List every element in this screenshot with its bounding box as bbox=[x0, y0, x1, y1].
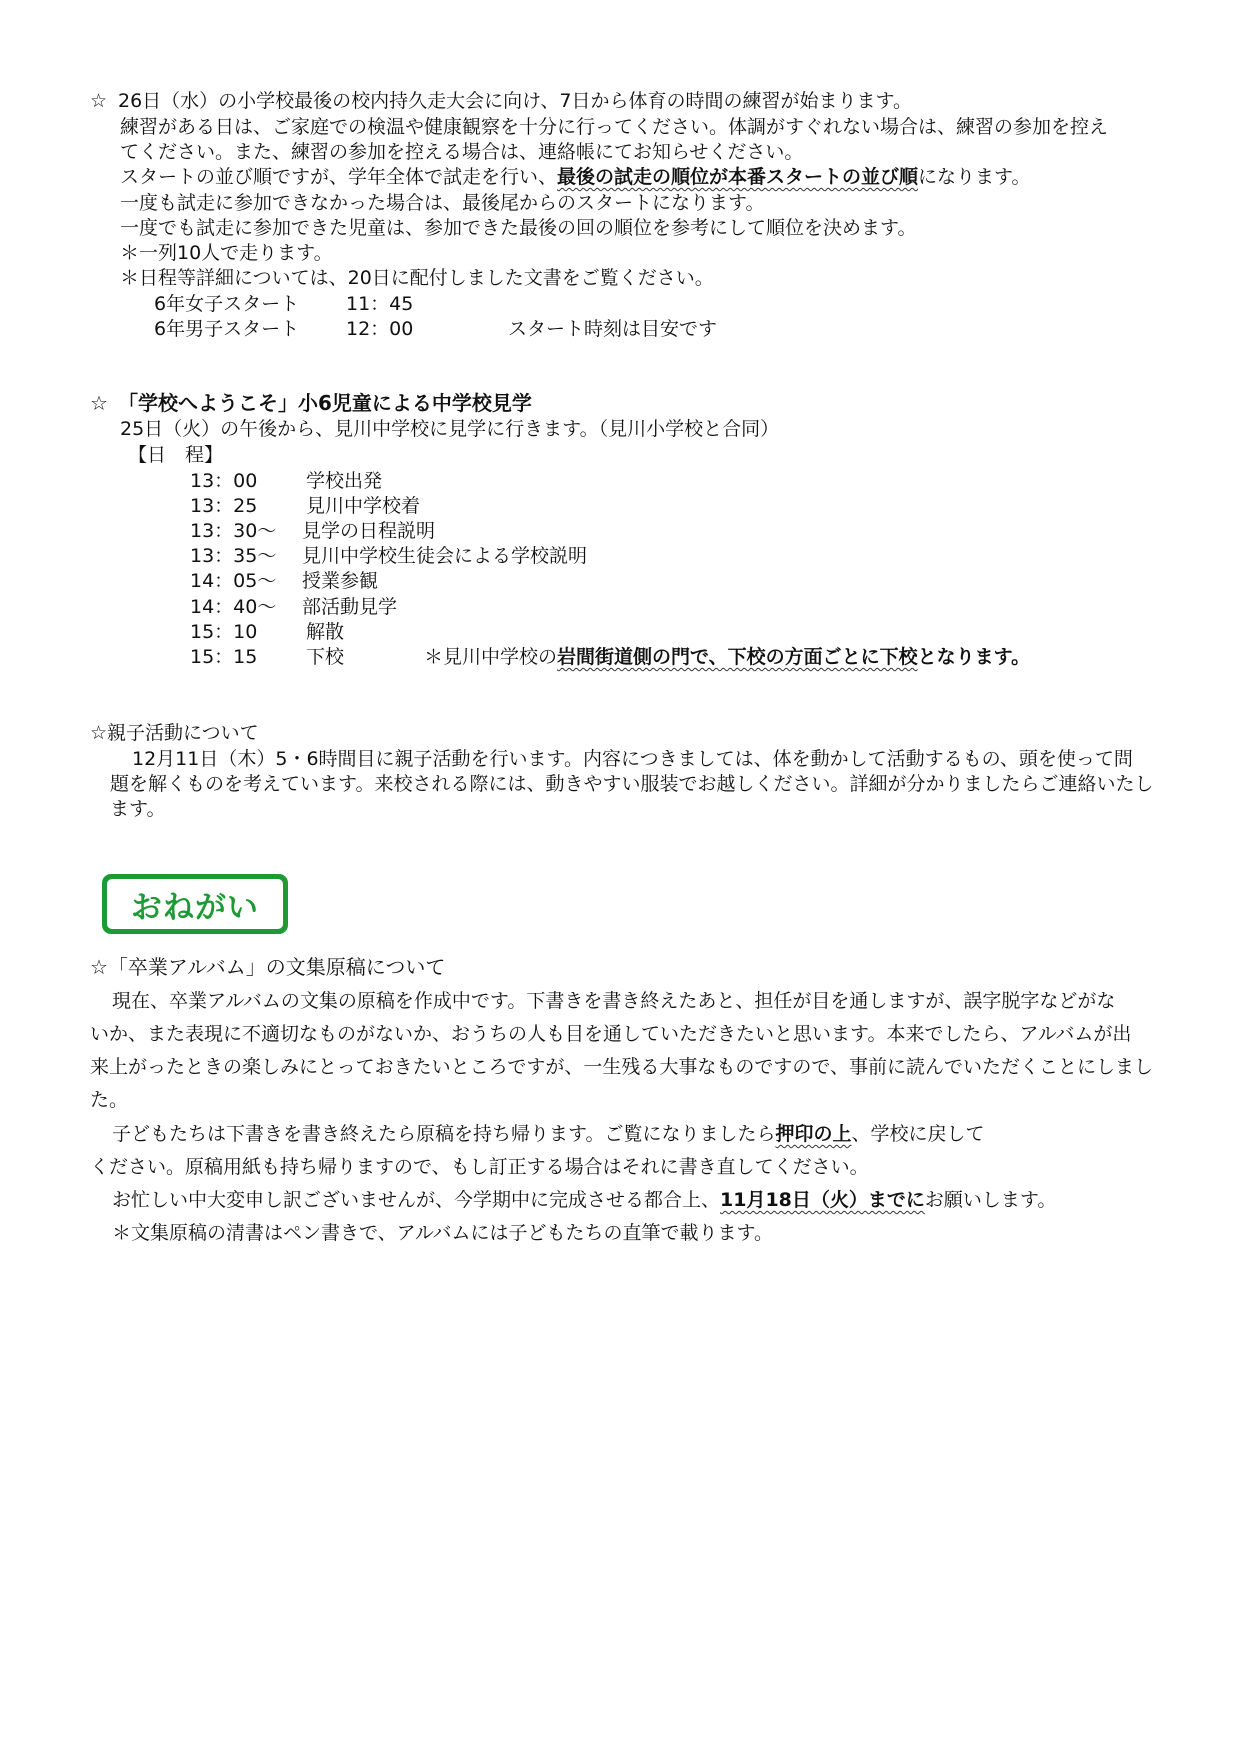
schedule-time: 14：05～ bbox=[190, 570, 277, 592]
marathon-line-1: ☆ 26日（水）の小学校最後の校内持久走大会に向け、7日から体育の時間の練習が始まります。 bbox=[90, 90, 912, 112]
album-p4-line: ＊文集原稿の清書はペン書きで、アルバムには子どもたちの直筆で載ります。 bbox=[112, 1222, 774, 1244]
schedule-event: 見川中学校着 bbox=[306, 495, 421, 517]
star-icon: ☆ bbox=[90, 391, 108, 415]
album-p1-line-4: た。 bbox=[90, 1089, 129, 1111]
schedule-time: 14：40～ bbox=[190, 596, 277, 618]
album-title: ☆「卒業アルバム」の文集原稿について bbox=[90, 955, 446, 979]
parent-activity-line-3: ます。 bbox=[110, 798, 166, 820]
request-badge-label: おねがい bbox=[131, 889, 259, 926]
emphasis-deadline: 11月18日（火）までに bbox=[720, 1189, 925, 1211]
start-time-note: スタート時刻は目安です bbox=[508, 318, 718, 340]
schedule-event: 解散 bbox=[306, 621, 345, 643]
schedule-time: 15：15 bbox=[190, 646, 258, 668]
schedule-event: 授業参観 bbox=[302, 570, 379, 592]
schedule-time: 15：10 bbox=[190, 621, 258, 643]
schedule-event: 学校出発 bbox=[306, 470, 383, 492]
schedule-event: 見川中学校生徒会による学校説明 bbox=[302, 545, 588, 567]
album-p2-line-2: ください。原稿用紙も持ち帰りますので、もし訂正する場合はそれに書き直してください。 bbox=[90, 1156, 869, 1178]
schedule-event: 下校 bbox=[306, 646, 345, 668]
parent-activity-title: ☆親子活動について bbox=[90, 722, 259, 744]
start-girls-time: 11：45 bbox=[346, 293, 414, 315]
album-p1-line-1: 現在、卒業アルバムの文集の原稿を作成中です。下書きを書き終えたあと、担任が目を通しますが、誤字脱字などがな bbox=[112, 990, 1116, 1012]
marathon-line-3: てください。また、練習の参加を控える場合は、連絡帳にてお知らせください。 bbox=[120, 141, 804, 163]
visit-intro: 25日（火）の午後から、見川中学校に見学に行きます。（見川小学校と合同） bbox=[120, 418, 780, 440]
marathon-line-8: ＊日程等詳細については、20日に配付しました文書をご覧ください。 bbox=[120, 267, 714, 289]
marathon-line-5: 一度も試走に参加できなかった場合は、最後尾からのスタートになります。 bbox=[120, 192, 765, 214]
marathon-line-7: ＊一列10人で走ります。 bbox=[120, 242, 333, 264]
star-icon: ☆ bbox=[90, 90, 108, 112]
schedule-event: 部活動見学 bbox=[302, 596, 398, 618]
marathon-line-2: 練習がある日は、ご家庭での検温や健康観察を十分に行ってください。体調がすぐれない場合は、練習の参加を控え bbox=[120, 116, 1109, 138]
marathon-line-4: スタートの並び順ですが、学年全体で試走を行い、最後の試走の順位が本番スタートの並び順になります。 bbox=[120, 166, 1031, 188]
schedule-event: 見学の日程説明 bbox=[302, 520, 436, 542]
schedule-header: 【日 程】 bbox=[128, 444, 224, 466]
album-p1-line-2: いか、また表現に不適切なものがないか、おうちの人も目を通していただきたいと思います。本来でしたら、アルバムが出 bbox=[90, 1023, 1132, 1045]
request-badge bbox=[102, 874, 288, 934]
emphasis-dismissal-gate: 岩間街道側の門で、下校の方面ごとに下校 bbox=[557, 646, 918, 668]
album-p3-line: お忙しい中大変申し訳ございませんが、今学期中に完成させる都合上、11月18日（火）までにお願いします。 bbox=[112, 1189, 1057, 1211]
emphasis-seal: 押印の上 bbox=[775, 1123, 852, 1145]
visit-title: ☆ 「学校へようこそ」小6児童による中学校見学 bbox=[90, 391, 532, 415]
schedule-time: 13：30～ bbox=[190, 520, 277, 542]
schedule-time: 13：25 bbox=[190, 495, 258, 517]
emphasis-start-order: 最後の試走の順位が本番スタートの並び順 bbox=[557, 166, 919, 188]
parent-activity-line-2: 題を解くものを考えています。来校される際には、動きやすい服装でお越しください。詳細が分かりましたらご連絡いたし bbox=[110, 773, 1154, 795]
start-girls-label: 6年女子スタート bbox=[154, 293, 300, 315]
start-boys-label: 6年男子スタート bbox=[154, 318, 300, 340]
album-p1-line-3: 来上がったときの楽しみにとっておきたいところですが、一生残る大事なものですので、事前に読んでいただくことにしまし bbox=[90, 1056, 1154, 1078]
schedule-time: 13：35～ bbox=[190, 545, 277, 567]
dismissal-note: ＊見川中学校の岩間街道側の門で、下校の方面ごとに下校となります。 bbox=[424, 646, 1031, 668]
schedule-time: 13：00 bbox=[190, 470, 258, 492]
start-boys-time: 12：00 bbox=[346, 318, 414, 340]
album-p2-line-1: 子どもたちは下書きを書き終えたら原稿を持ち帰ります。ご覧になりましたら押印の上、学校に戻して bbox=[112, 1123, 985, 1145]
marathon-line-6: 一度でも試走に参加できた児童は、参加できた最後の回の順位を参考にして順位を決めます。 bbox=[120, 217, 917, 239]
parent-activity-line-1: 12月11日（木）5・6時間目に親子活動を行います。内容につきましては、体を動かして活動するもの、頭を使って問 bbox=[132, 748, 1133, 770]
